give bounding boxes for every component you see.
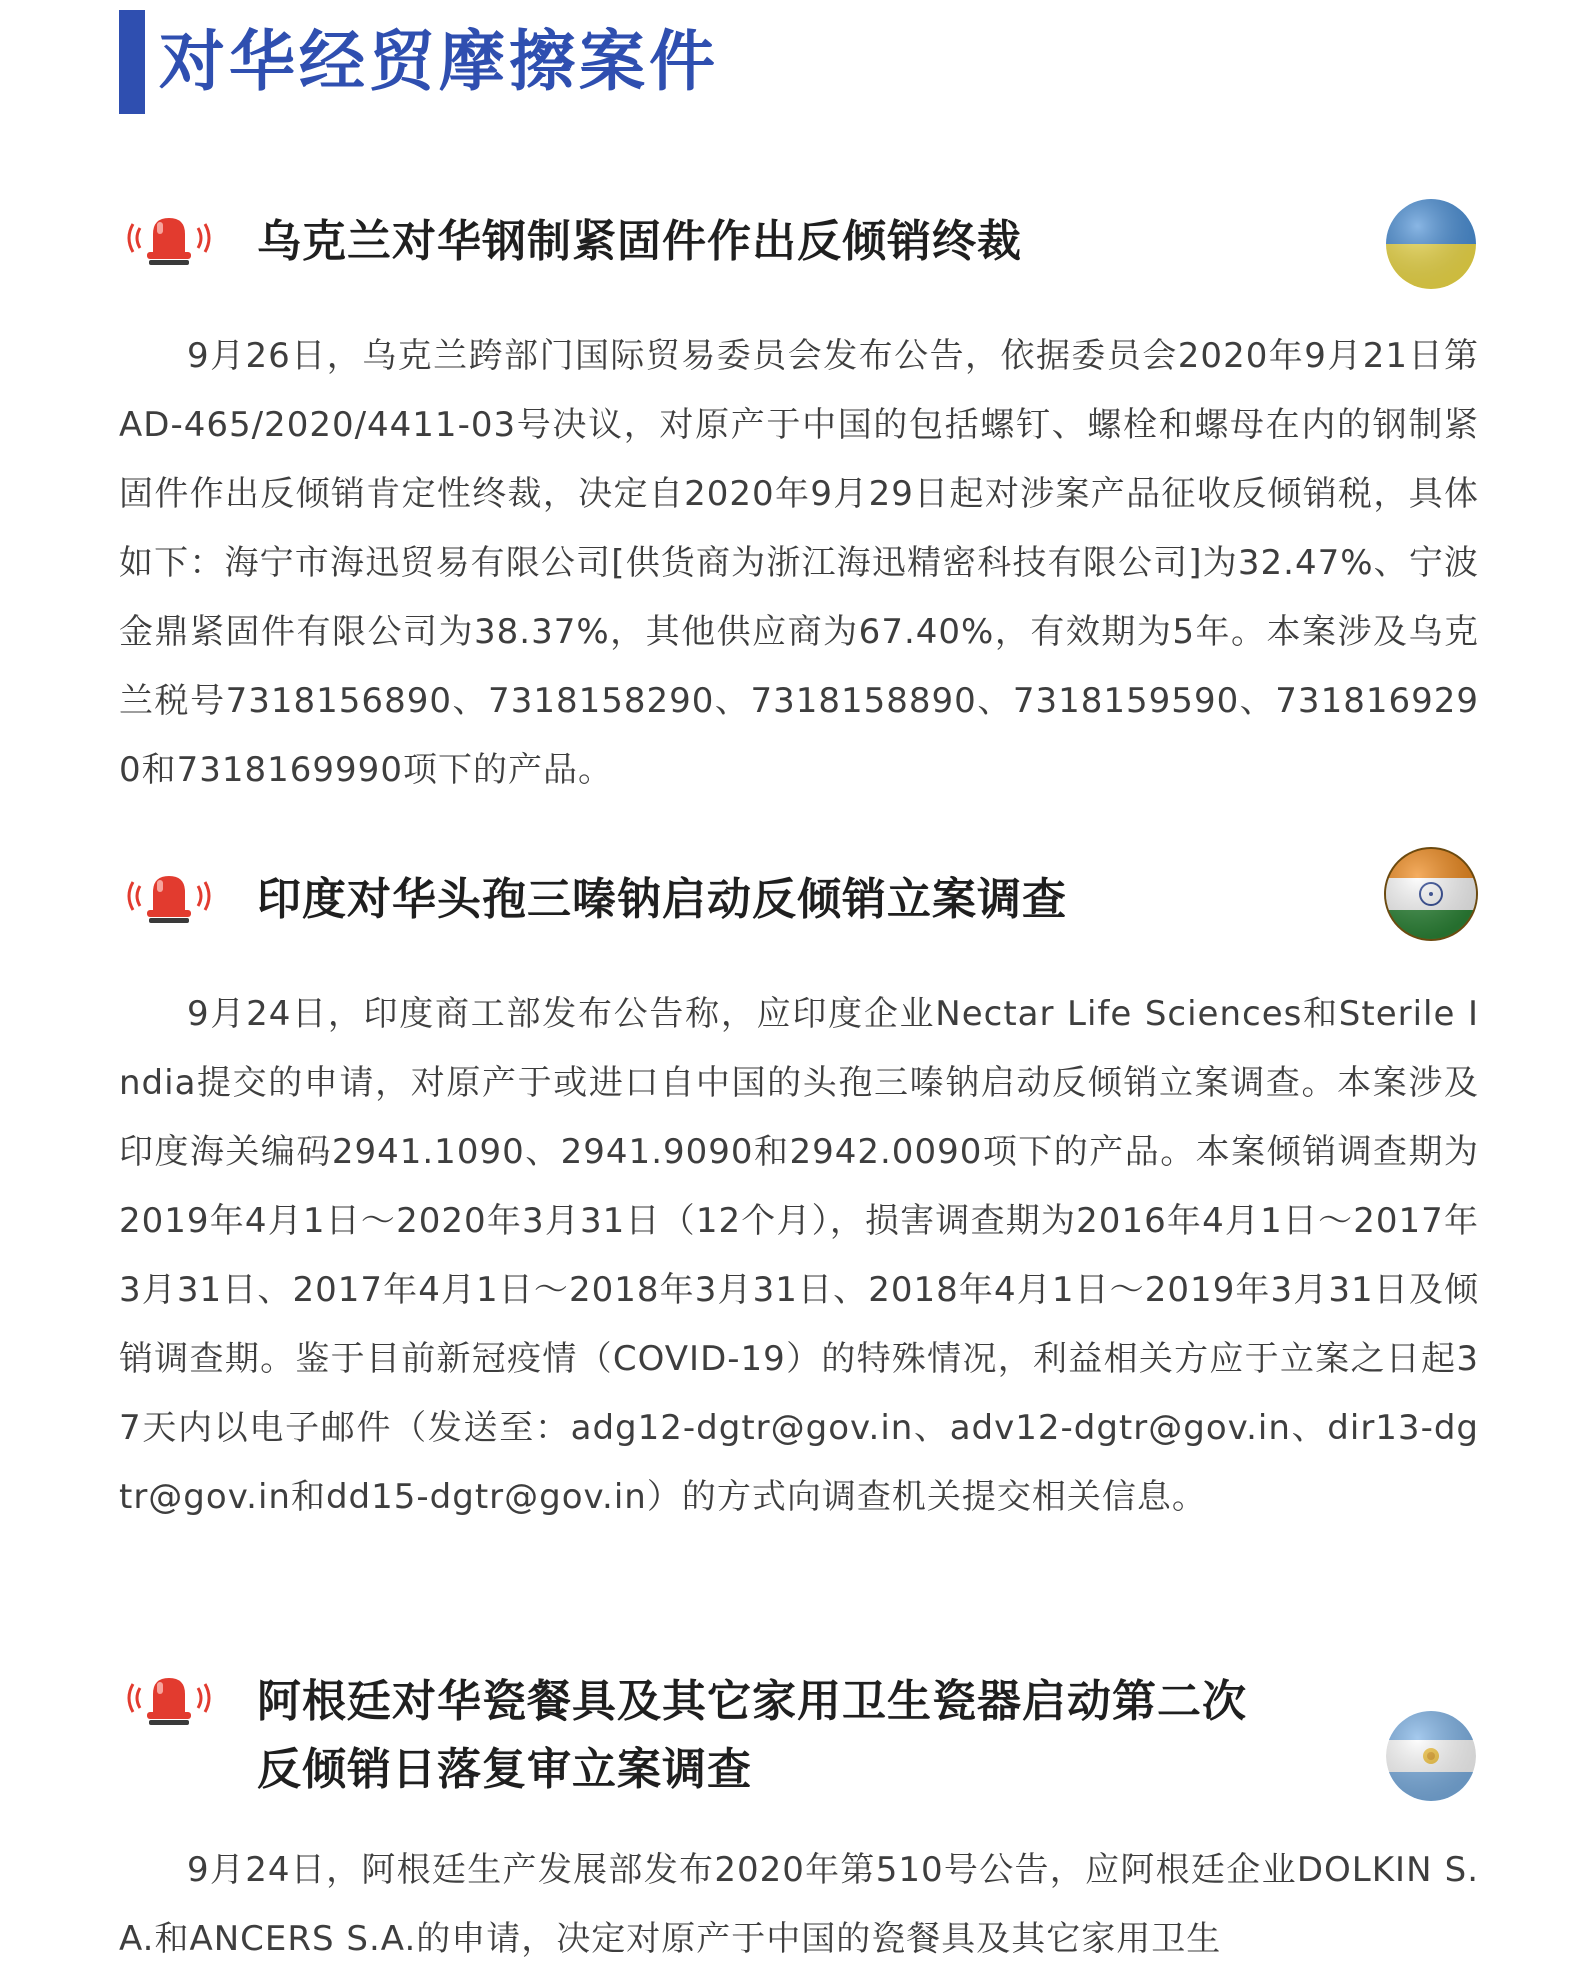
page-title: 对华经贸摩擦案件 (159, 23, 719, 100)
argentina-flag-icon (1383, 1708, 1479, 1804)
case-heading (119, 866, 1479, 934)
case-body: 9月24日，阿根廷生产发展部发布2020年第510号公告，应阿根廷企业DOLKIN S.A.和ANCERS S.A.的申请，决定对原产于中国的瓷餐具及其它家用卫生 (119, 1850, 1479, 1959)
case-section-ukraine (119, 208, 1479, 805)
case-body: 9月24日，印度商工部发布公告称，应印度企业Nectar Life Sciences和Sterile India提交的申请，对原产于或进口自中国的头孢三嗪钠启动反倾销立案调查。本案涉及印度海关编码2941.1090、2941.9090和2942.0090项下的产品。本案倾销调查期为2019年4月1日～2020年3月31日（12个月），损害调查期为2016年4月1日～2017年3月31日、2017年4月1日～2018年3月31日、2018年4月1日～2019年3月31日及倾销调查期。鉴于目前新冠疫情（COVID-19）的特殊情况，利益相关方应于立案之日起37天内以电子邮件（发送至：adg12-dgtr@gov.in、adv12-dgtr@gov.in、dir13-dgtr@gov.in和dd15-dgtr@gov.in）的方式向调查机关提交相关信息。 (119, 994, 1479, 1517)
case-body: 9月26日，乌克兰跨部门国际贸易委员会发布公告，依据委员会2020年9月21日第AD-465/2020/4411-03号决议，对原产于中国的包括螺钉、螺栓和螺母在内的钢制紧固件作出反倾销肯定性终裁，决定自2020年9月29日起对涉案产品征收反倾销税，具体如下：海宁市海迅贸易有限公司[供货商为浙江海迅精密科技有限公司]为32.47%、宁波金鼎紧固件有限公司为38.37%，其他供应商为67.40%，有效期为5年。本案涉及乌克兰税号7318156890、7318158290、7318158890、7318159590、7318169290和7318169990项下的产品。 (119, 336, 1479, 790)
case-title (257, 208, 1022, 276)
alarm-bell-icon (119, 866, 219, 926)
case-heading (119, 1668, 1479, 1804)
ukraine-flag-icon (1383, 196, 1479, 292)
case-title-line: 乌克兰对华钢制紧固件作出反倾销终裁 (257, 216, 1022, 267)
india-flag-icon (1383, 846, 1479, 942)
case-heading (119, 208, 1479, 276)
case-section-argentina (119, 1668, 1479, 1974)
case-title-line: 阿根廷对华瓷餐具及其它家用卫生瓷器启动第二次 (257, 1676, 1247, 1727)
case-title (257, 1668, 1247, 1804)
case-section-india (119, 866, 1479, 1532)
alarm-bell-icon (119, 1668, 219, 1728)
case-title-line: 印度对华头孢三嗪钠启动反倾销立案调查 (257, 874, 1067, 925)
page-header (119, 10, 719, 114)
case-title-line: 反倾销日落复审立案调查 (257, 1744, 752, 1795)
alarm-bell-icon (119, 208, 219, 268)
case-title (257, 866, 1067, 934)
header-accent-bar (119, 10, 145, 114)
